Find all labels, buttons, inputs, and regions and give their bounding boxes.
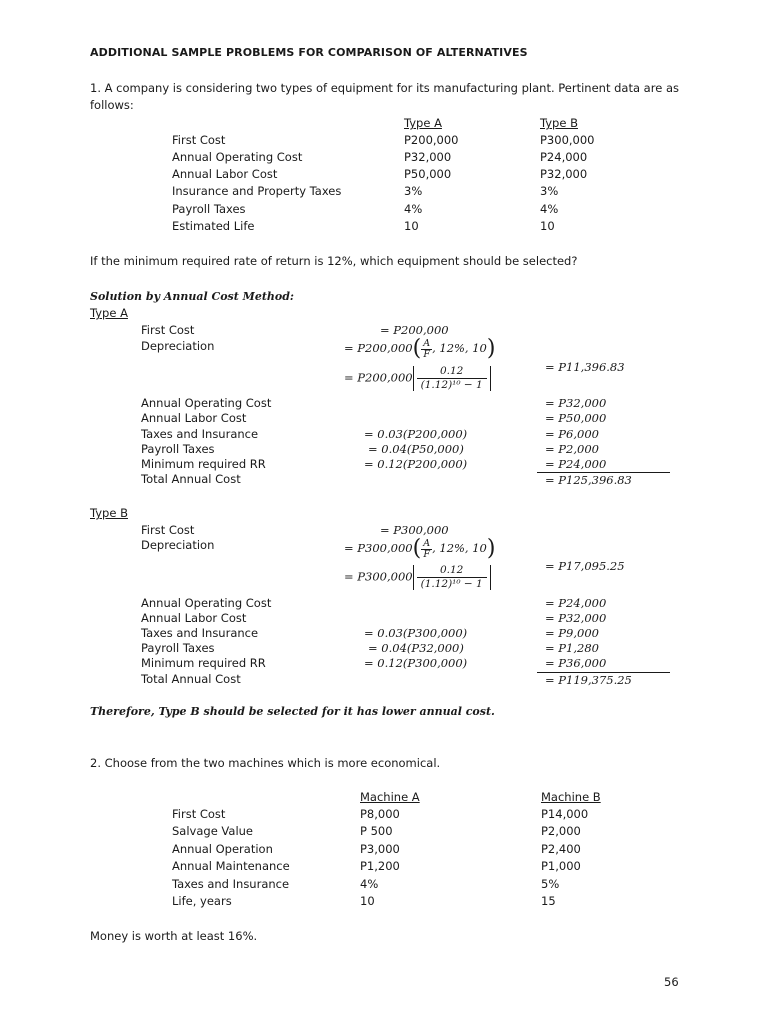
type-a-item-result: = P6,000 (545, 427, 599, 441)
type-a-item-result: = P24,000 (545, 457, 607, 471)
problem1-intro-line2: follows: (90, 98, 134, 112)
type-a-item-label: Annual Operating Cost (141, 396, 272, 410)
type-a-item-expr: = 0.03(P200,000) (364, 427, 468, 441)
row-value-b: P2,000 (541, 824, 581, 838)
page-title: ADDITIONAL SAMPLE PROBLEMS FOR COMPARISON OF ALTERNATIVES (90, 46, 528, 59)
problem1-question: If the minimum required rate of return is 12%, which equipment should be selected? (90, 254, 578, 268)
row-label: Insurance and Property Taxes (172, 184, 342, 198)
type-b-sinking-fund-formula: = P300,000 $\frac{0.12}{\text{(1.12)¹⁰ − 1}}$ (344, 565, 491, 590)
type-b-item-label: Payroll Taxes (141, 641, 215, 655)
row-value-b: P2,400 (541, 842, 581, 856)
type-b-item-label: Annual Labor Cost (141, 611, 247, 625)
row-value-a: P200,000 (404, 133, 459, 147)
row-label: Payroll Taxes (172, 202, 246, 216)
row-value-a: P1,200 (360, 859, 400, 873)
type-a-item-label: Taxes and Insurance (141, 427, 259, 441)
row-value-b: P300,000 (540, 133, 595, 147)
col-header-machine-a: Machine A (360, 790, 420, 804)
type-a-first-cost-label: First Cost (141, 323, 195, 337)
row-value-a: 10 (404, 219, 419, 233)
type-b-depreciation-result: = P17,095.25 (545, 559, 625, 573)
type-b-item-result: = P24,000 (545, 596, 607, 610)
row-value-a: P8,000 (360, 807, 400, 821)
row-value-b: 3% (540, 184, 559, 198)
row-value-b: 4% (540, 202, 559, 216)
type-b-item-expr: = 0.12(P300,000) (364, 656, 468, 670)
type-b-item-result: = P36,000 (545, 656, 607, 670)
row-value-b: P32,000 (540, 167, 588, 181)
row-label: Taxes and Insurance (172, 877, 290, 891)
solution-heading: Solution by Annual Cost Method: (90, 290, 294, 303)
row-value-b: 5% (541, 877, 560, 891)
type-b-first-cost-label: First Cost (141, 523, 195, 537)
row-value-b: 10 (540, 219, 555, 233)
row-label: Annual Operating Cost (172, 150, 303, 164)
row-label: Life, years (172, 894, 232, 908)
row-label: Annual Labor Cost (172, 167, 278, 181)
type-b-item-label: Taxes and Insurance (141, 626, 259, 640)
row-label: Annual Operation (172, 842, 273, 856)
row-value-a: P50,000 (404, 167, 452, 181)
type-a-item-result: = P32,000 (545, 396, 607, 410)
type-b-item-expr: = 0.03(P300,000) (364, 626, 468, 640)
row-value-b: 15 (541, 894, 556, 908)
row-value-b: P14,000 (541, 807, 589, 821)
row-label: First Cost (172, 133, 226, 147)
type-a-total-value: = P125,396.83 (545, 473, 632, 487)
type-b-item-result: = P1,280 (545, 641, 599, 655)
solution-conclusion: Therefore, Type B should be selected for it has lower annual cost. (90, 705, 495, 718)
row-value-b: P24,000 (540, 150, 588, 164)
type-b-item-result: = P9,000 (545, 626, 599, 640)
row-value-a: P 500 (360, 824, 393, 838)
row-value-a: P32,000 (404, 150, 452, 164)
type-b-item-label: Annual Operating Cost (141, 596, 272, 610)
type-a-first-cost-expr: = P200,000 (380, 323, 449, 337)
type-a-depreciation-result: = P11,396.83 (545, 360, 625, 374)
type-b-depreciation-label: Depreciation (141, 538, 215, 552)
row-value-a: 4% (360, 877, 379, 891)
page-number: 56 (664, 975, 679, 989)
type-b-title: Type B (90, 506, 128, 520)
type-b-item-label: Minimum required RR (141, 656, 266, 670)
type-a-item-label: Minimum required RR (141, 457, 266, 471)
type-a-item-label: Payroll Taxes (141, 442, 215, 456)
type-a-title: Type A (90, 306, 128, 320)
col-header-machine-b: Machine B (541, 790, 601, 804)
row-value-a: P3,000 (360, 842, 400, 856)
row-value-a: 4% (404, 202, 423, 216)
type-b-first-cost-expr: = P300,000 (380, 523, 449, 537)
row-label: Estimated Life (172, 219, 255, 233)
problem1-intro-line1: 1. A company is considering two types of equipment for its manufacturing plant. Pertinent data are as (90, 81, 679, 95)
type-b-depreciation-factor: = P300,000( $\frac{A}{F}$ , 12%, 10) (344, 536, 496, 561)
row-label: First Cost (172, 807, 226, 821)
problem2-footer: Money is worth at least 16%. (90, 929, 258, 943)
problem2-intro: 2. Choose from the two machines which is more economical. (90, 756, 441, 770)
type-a-item-label: Annual Labor Cost (141, 411, 247, 425)
type-b-item-expr: = 0.04(P32,000) (368, 641, 464, 655)
type-b-item-result: = P32,000 (545, 611, 607, 625)
col-header-type-b: Type B (540, 116, 578, 130)
type-a-item-expr: = 0.04(P50,000) (368, 442, 464, 456)
row-value-a: 3% (404, 184, 423, 198)
type-a-depreciation-label: Depreciation (141, 339, 215, 353)
type-a-total-label: Total Annual Cost (141, 472, 241, 486)
type-b-total-value: = P119,375.25 (545, 673, 632, 687)
row-value-a: 10 (360, 894, 375, 908)
row-label: Salvage Value (172, 824, 254, 838)
type-a-item-result: = P50,000 (545, 411, 607, 425)
col-header-type-a: Type A (404, 116, 442, 130)
type-a-item-result: = P2,000 (545, 442, 599, 456)
type-a-depreciation-factor: = P200,000( $\frac{A}{F}$ , 12%, 10) (344, 336, 496, 361)
row-label: Annual Maintenance (172, 859, 290, 873)
row-value-b: P1,000 (541, 859, 581, 873)
type-a-item-expr: = 0.12(P200,000) (364, 457, 468, 471)
type-b-total-label: Total Annual Cost (141, 672, 241, 686)
type-a-sinking-fund-formula: = P200,000 $\frac{0.12}{\text{(1.12)¹⁰ − 1}}$ (344, 366, 491, 391)
